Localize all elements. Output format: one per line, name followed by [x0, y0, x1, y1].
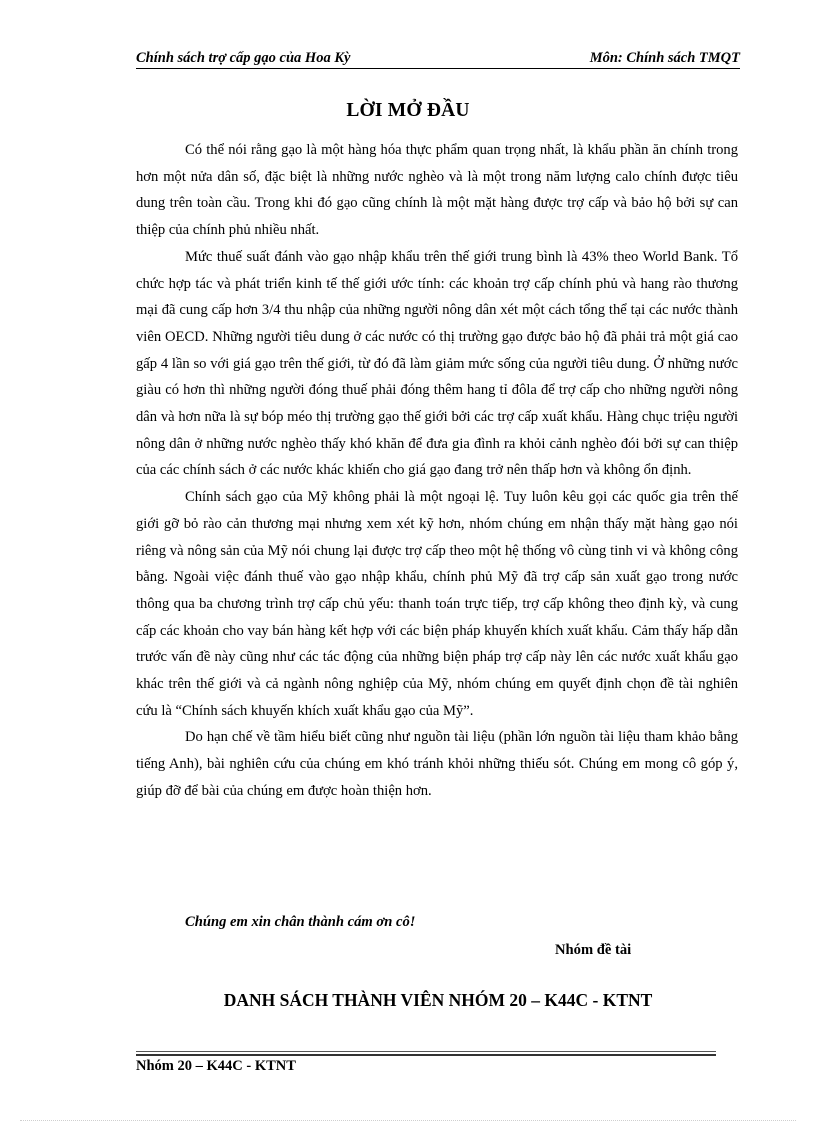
- page-header: [136, 50, 740, 69]
- body-text: [136, 137, 738, 805]
- section-title: LỜI MỞ ĐẦU: [346, 100, 470, 121]
- paragraph: Có thể nói rằng gạo là một hàng hóa thực phẩm quan trọng nhất, là khẩu phần ăn chính trong hơn một nửa dân số, đặc biệt là những nước nghèo và là một trong năm lượng calo chính được tiêu dung trên toàn cầu. Trong khi đó gạo cũng chính là một mặt hàng được trợ cấp và bảo hộ bởi sự can thiệp của chính phủ nhiều nhất.: [136, 142, 738, 239]
- signature-group: Nhóm đề tài: [555, 942, 632, 958]
- footer-divider: [136, 1051, 716, 1052]
- paragraph: Chính sách gạo của Mỹ không phải là một ngoại lệ. Tuy luôn kêu gọi các quốc gia trên thế giới gỡ bỏ rào cản thương mại nhưng xem xét kỹ hơn, nhóm chúng em nhận thấy mặt hàng gạo nói riêng và nông sản của Mỹ nói chung lại được trợ cấp theo một hệ thống vô cùng tinh vi và không công bằng. Ngoài việc đánh thuế vào gạo nhập khẩu, chính phủ Mỹ đã trợ cấp sản xuất gạo trong nước thông qua ba chương trình trợ cấp chủ yếu: thanh toán trực tiếp, trợ cấp không theo định kỳ, và cung cấp các khoản cho vay bán hàng kết hợp với các biện pháp khuyến khích xuất khẩu. Cảm thấy hấp dẫn trước vấn đề này cũng như các tác động của những biện pháp trợ cấp này lên các nước xuất khẩu gạo khác trên thế giới và cả ngành nông nghiệp của Mỹ, nhóm chúng em quyết định chọn đề tài nghiên cứu là “Chính sách khuyến khích xuất khẩu gạo của Mỹ”.: [136, 489, 738, 719]
- header-document-title: Chính sách trợ cấp gạo của Hoa Kỳ: [136, 50, 351, 66]
- paragraph: Do hạn chế về tầm hiểu biết cũng như nguồn tài liệu (phần lớn nguồn tài liệu tham khảo bằng tiếng Anh), bài nghiên cứu của chúng em khó tránh khỏi những thiếu sót. Chúng em mong cô góp ý, giúp đỡ để bài của chúng em được hoàn thiện hơn.: [136, 729, 738, 799]
- page-footer: Nhóm 20 – K44C - KTNT: [136, 1058, 296, 1074]
- members-list-title: DANH SÁCH THÀNH VIÊN NHÓM 20 – K44C - KTNT: [223, 990, 653, 1010]
- page-edge-dotted-line: [20, 1120, 796, 1121]
- footer-divider-thick: [136, 1054, 716, 1056]
- paragraph: Mức thuế suất đánh vào gạo nhập khẩu trên thế giới trung bình là 43% theo World Bank. Tổ chức hợp tác và phát triển kinh tế thế giới ước tính: các khoản trợ cấp chính phủ và hang rào thương mại đã cung cấp hơn 3/4 thu nhập của những người nông dân xét một cách tổng thể tại các nước thành viên OECD. Những người tiêu dung ở các nước có thị trường gạo được bảo hộ đã phải trả một giá cao gấp 4 lần so với giá gạo trên thế giới, từ đó đã làm giảm mức sống của người tiêu dung. Ở những nước giàu có hơn thì những người đóng thuế phải đóng thêm hang tỉ đôla để trợ cấp cho những người nông dân và hơn nữa là sự bóp méo thị trường gạo thế giới bởi các trợ cấp xuất khẩu. Hàng chục triệu người nông dân ở những nước nghèo thấy khó khăn để đưa gia đình ra khỏi cảnh nghèo đói bởi sự can thiệp của các chính sách ở các nước khác khiến cho giá gạo đang trở nên thấp hơn và không ổn định.: [136, 248, 738, 479]
- header-course-name: Môn: Chính sách TMQT: [589, 50, 740, 66]
- closing-thanks: Chúng em xin chân thành cám ơn cô!: [185, 914, 416, 930]
